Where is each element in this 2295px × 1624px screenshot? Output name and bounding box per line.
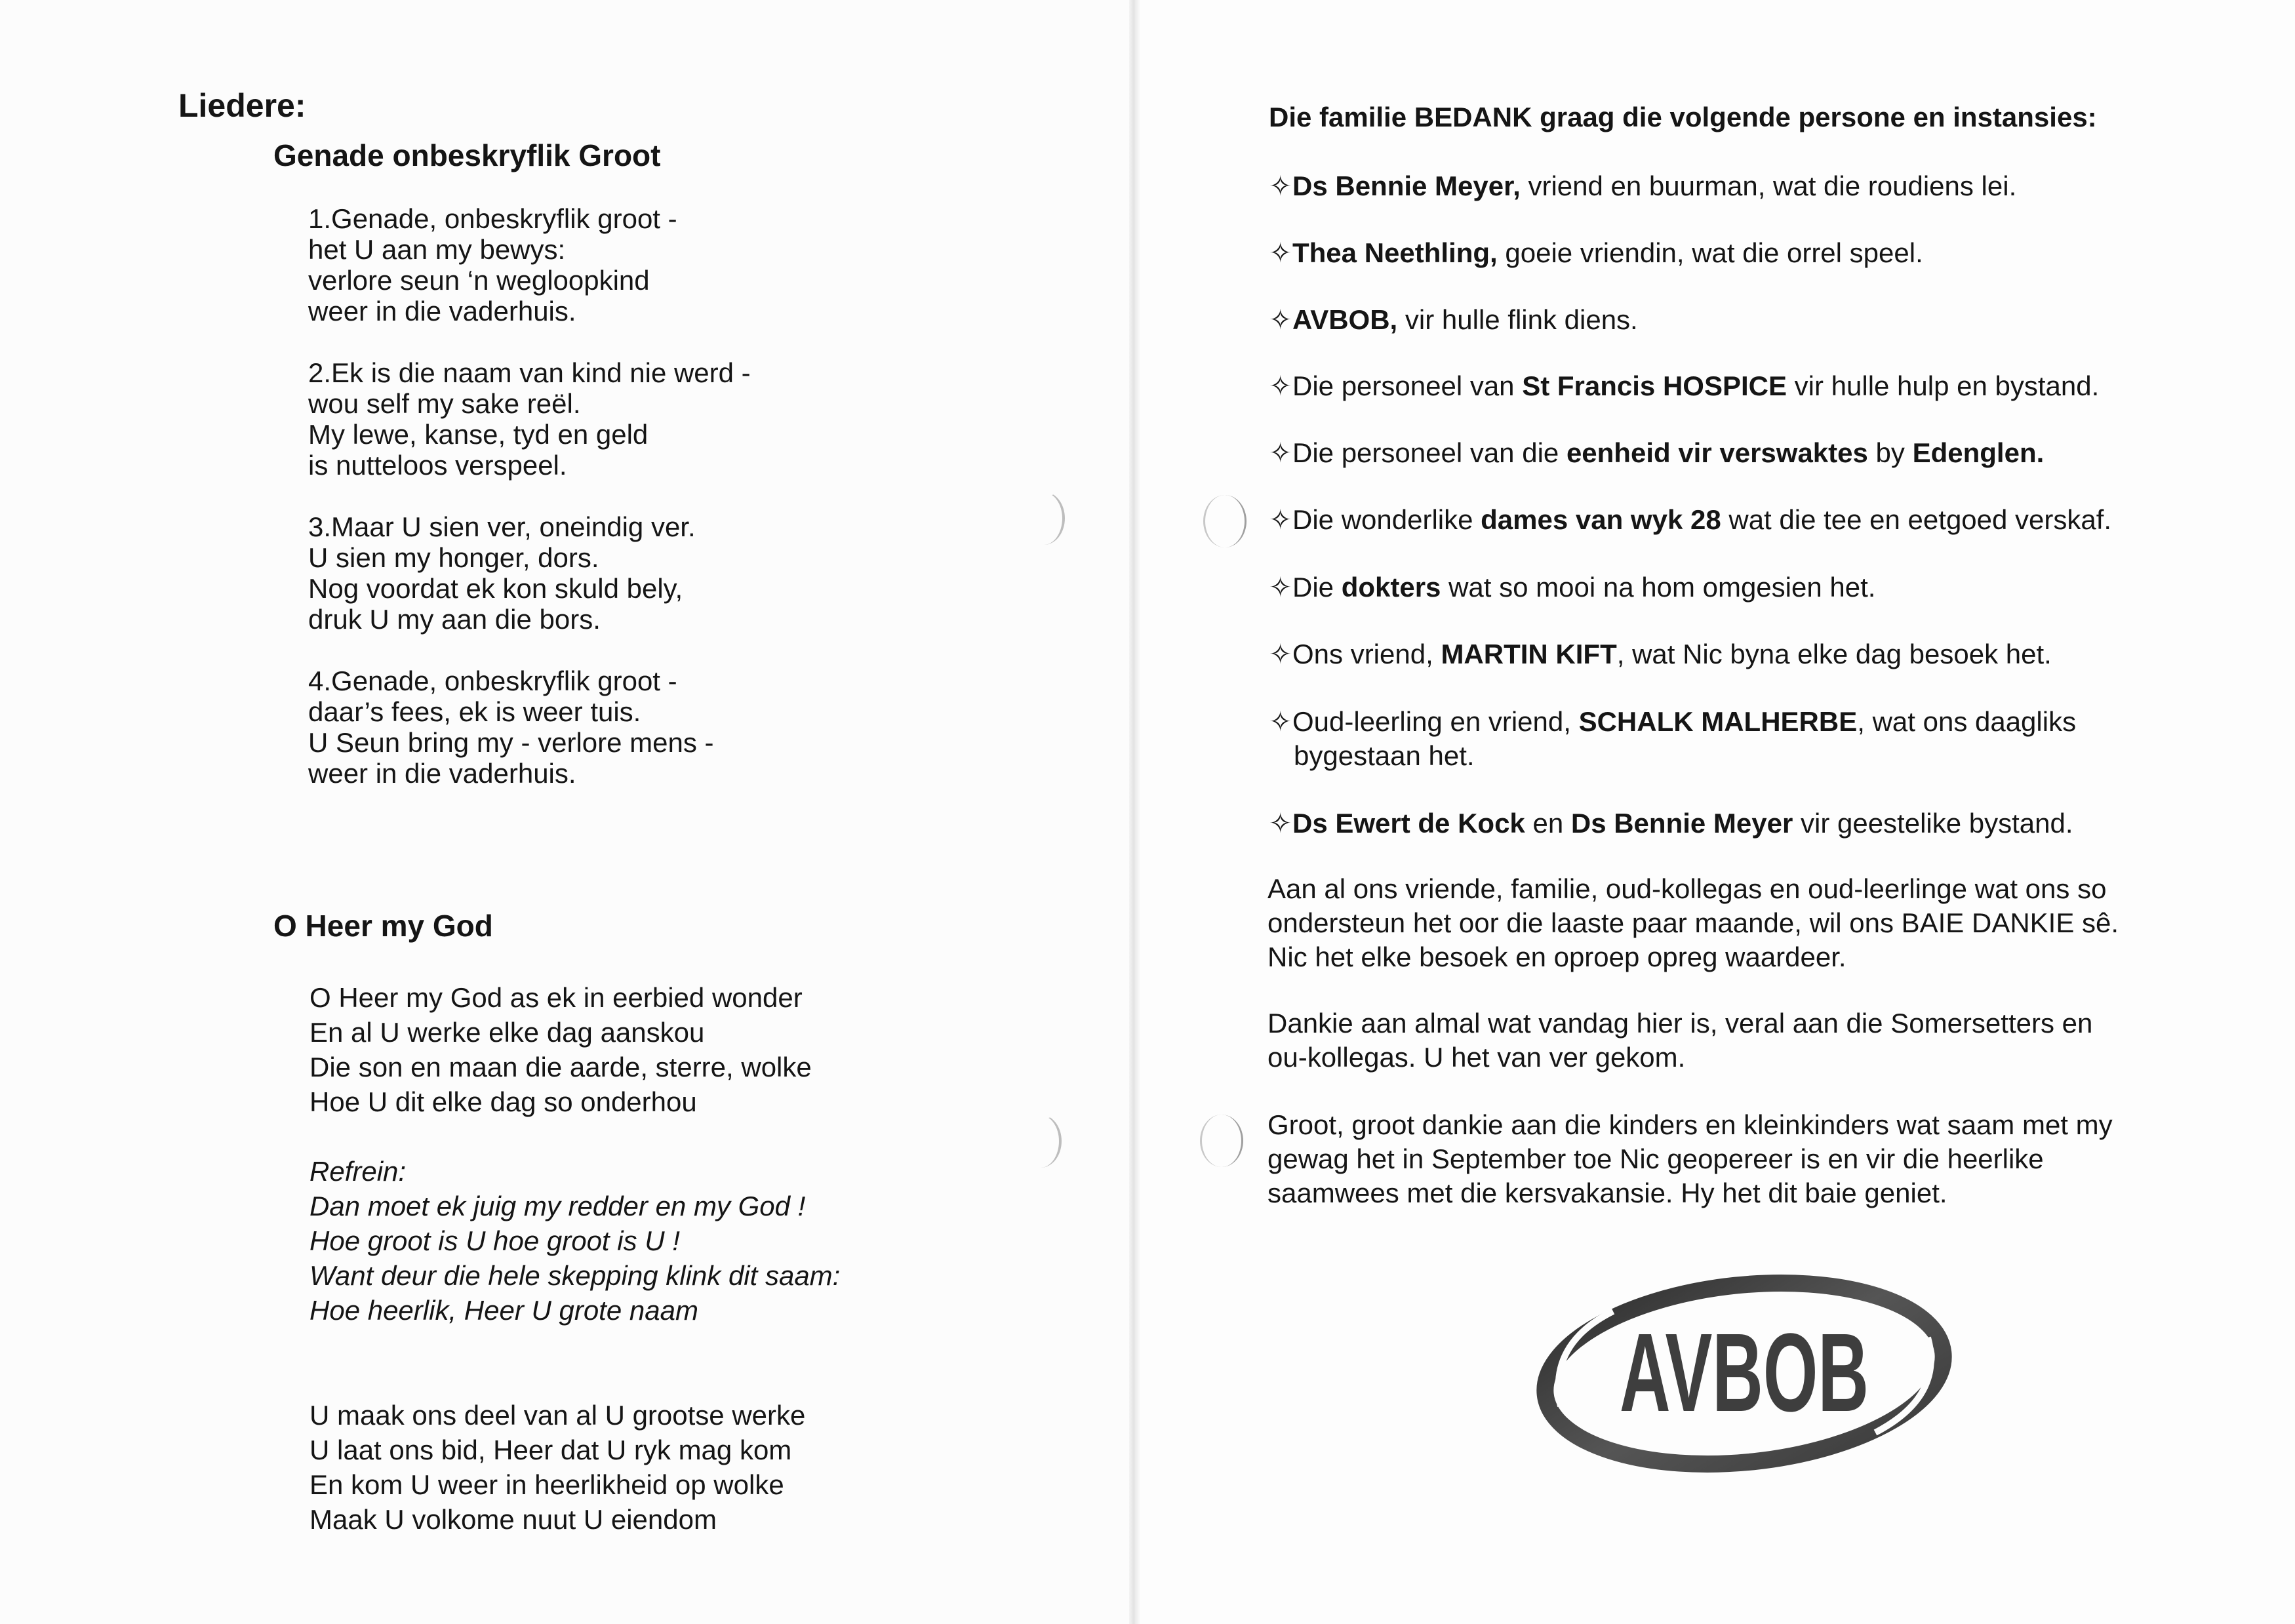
star-bullet-icon: ✧ (1269, 237, 1292, 268)
thanks-item (1269, 637, 2052, 671)
star-bullet-icon: ✧ (1269, 370, 1292, 401)
item-text: Ons vriend, (1292, 639, 1441, 669)
verse-line: Hoe U dit elke dag so onderhou (309, 1086, 697, 1117)
song1-verse-1 (308, 203, 677, 327)
item-text: wat die tee en eetgoed verskaf. (1721, 504, 2112, 535)
bold-name: AVBOB, (1292, 304, 1398, 335)
item-text: goeie vriendin, wat die orrel speel. (1497, 237, 1923, 268)
verse-line: En al U werke elke dag aanskou (309, 1017, 705, 1048)
verse-line: is nutteloos verspeel. (308, 450, 567, 481)
item-text: Die personeel van (1292, 370, 1523, 401)
star-bullet-icon: ✧ (1269, 170, 1292, 201)
item-text: vir hulle hulp en bystand. (1787, 370, 2100, 401)
verse-line: U laat ons bid, Heer dat U ryk mag kom (309, 1435, 792, 1465)
item-text: Oud-leerling en vriend, (1292, 706, 1579, 737)
verse-line: 4.Genade, onbeskryflik groot - (308, 665, 677, 696)
verse-line: U Seun bring my - verlore mens - (308, 727, 714, 758)
bold-name: Edenglen. (1912, 437, 2045, 468)
paragraph-line: Nic het elke besoek en oproep opreg waardeer. (1267, 941, 1846, 972)
item-9-continuation: bygestaan het. (1294, 740, 1475, 771)
song2-title: O Heer my God (273, 909, 493, 943)
verse-line: U maak ons deel van al U grootse werke (309, 1400, 806, 1431)
verse-line: daar’s fees, ek is weer tuis. (308, 696, 641, 727)
bold-name: Ds Bennie Meyer (1570, 808, 1793, 839)
bold-name: dames van wyk 28 (1481, 504, 1721, 535)
bold-name: SCHALK MALHERBE (1578, 706, 1858, 737)
item-text: vir hulle flink diens. (1397, 304, 1638, 335)
thanks-item (1269, 436, 2044, 470)
paragraph-line: ondersteun het oor die laaste paar maande, wil ons BAIE DANKIE sê. (1267, 907, 2119, 938)
verse-line: En kom U weer in heerlikheid op wolke (309, 1469, 784, 1500)
bold-name: Ds Bennie Meyer, (1292, 170, 1521, 201)
star-bullet-icon: ✧ (1269, 639, 1292, 669)
avbob-logo (1534, 1265, 1954, 1475)
verse-line: U sien my honger, dors. (308, 542, 599, 573)
song2-verse-2 (309, 1398, 805, 1537)
logo-wordmark: AVBOB (1620, 1311, 1869, 1435)
verse-line: Nog voordat ek kon skuld bely, (308, 573, 683, 604)
refrain-label: Refrein: (309, 1156, 407, 1187)
verse-line: 3.Maar U sien ver, oneindig ver. (308, 511, 696, 542)
song1-title: Genade onbeskryflik Groot (273, 138, 661, 172)
punch-hole (1020, 1115, 1062, 1168)
bold-name: Ds Ewert de Kock (1292, 808, 1525, 839)
item-text: Die wonderlike (1292, 504, 1481, 535)
verse-line: 2.Ek is die naam van kind nie werd - (308, 357, 751, 388)
song2-verse-1 (309, 980, 812, 1119)
paragraph-line: saamwees met die kersvakansie. Hy het dit baie geniet. (1267, 1178, 1947, 1208)
verse-line: het U aan my bewys: (308, 234, 566, 265)
star-bullet-icon: ✧ (1269, 808, 1292, 839)
paragraph-line: gewag het in September toe Nic geopereer is en vir die heerlike (1267, 1143, 2044, 1174)
bold-name: St Francis HOSPICE (1522, 370, 1787, 401)
song1-verse-4 (308, 665, 714, 789)
page-fold (1129, 0, 1140, 1624)
star-bullet-icon: ✧ (1269, 304, 1292, 335)
thanks-item (1269, 236, 1923, 270)
thanks-heading: Die familie BEDANK graag die volgende persone en instansies: (1269, 102, 2097, 132)
thanks-paragraph-3 (1267, 1108, 2113, 1210)
paragraph-line: Groot, groot dankie aan die kinders en kleinkinders wat saam met my (1267, 1109, 2113, 1140)
item-text: by (1867, 437, 1913, 468)
thanks-item (1269, 570, 1875, 604)
verse-line: weer in die vaderhuis. (308, 758, 576, 789)
item-text: vir geestelike bystand. (1793, 808, 2073, 839)
verse-line: Die son en maan die aarde, sterre, wolke (309, 1052, 812, 1082)
item-text: en (1525, 808, 1571, 839)
bold-name: dokters (1341, 572, 1441, 603)
punch-hole (1200, 1115, 1243, 1167)
verse-line: wou self my sake reël. (308, 388, 581, 419)
item-text: , wat Nic byna elke dag besoek het. (1616, 639, 2052, 669)
paragraph-line: Aan al ons vriende, familie, oud-kollegas en oud-leerlinge wat ons so (1267, 873, 2107, 904)
bold-name: Thea Neethling, (1292, 237, 1498, 268)
verse-line: Hoe groot is U hoe groot is U ! (309, 1225, 680, 1256)
star-bullet-icon: ✧ (1269, 572, 1292, 603)
item-text: vriend en buurman, wat die roudiens lei. (1520, 170, 2017, 201)
bold-name: eenheid vir verswaktes (1566, 437, 1868, 468)
paragraph-line: ou-kollegas. U het van ver gekom. (1267, 1042, 1686, 1073)
verse-line: druk U my aan die bors. (308, 604, 601, 635)
item-text: wat so mooi na hom omgesien het. (1441, 572, 1876, 603)
verse-line: My lewe, kanse, tyd en geld (308, 419, 649, 450)
item-text: , wat ons daagliks (1857, 706, 2077, 737)
verse-line: verlore seun ‘n wegloopkind (308, 265, 650, 296)
verse-line: Maak U volkome nuut U eiendom (309, 1504, 717, 1535)
verse-line: weer in die vaderhuis. (308, 296, 576, 327)
thanks-item (1269, 303, 1638, 337)
item-text: Die personeel van die (1292, 437, 1567, 468)
thanks-item (1269, 806, 2073, 841)
verse-line: Dan moet ek juig my redder en my God ! (309, 1191, 806, 1221)
verse-line: 1.Genade, onbeskryflik groot - (308, 203, 677, 234)
verse-line: O Heer my God as ek in eerbied wonder (309, 982, 803, 1013)
thanks-paragraph-2 (1267, 1006, 2092, 1075)
bold-name: MARTIN KIFT (1441, 639, 1617, 669)
verse-line: Hoe heerlik, Heer U grote naam (309, 1295, 698, 1326)
thanks-item (1269, 369, 2099, 403)
punch-hole (1203, 495, 1247, 547)
item-text: Die (1292, 572, 1342, 603)
song2-refrain (309, 1154, 840, 1328)
thanks-item (1269, 169, 2016, 203)
star-bullet-icon: ✧ (1269, 437, 1292, 468)
song1-verse-3 (308, 511, 696, 635)
star-bullet-icon: ✧ (1269, 504, 1292, 535)
songs-heading: Liedere: (178, 87, 306, 124)
thanks-paragraph-1 (1267, 872, 2119, 974)
punch-hole (1023, 492, 1065, 545)
paragraph-line: Dankie aan almal wat vandag hier is, veral aan die Somersetters en (1267, 1008, 2093, 1039)
thanks-item (1269, 705, 2076, 739)
song1-verse-2 (308, 357, 751, 481)
star-bullet-icon: ✧ (1269, 706, 1292, 737)
verse-line: Want deur die hele skepping klink dit saam: (309, 1260, 841, 1291)
thanks-item (1269, 503, 2111, 537)
